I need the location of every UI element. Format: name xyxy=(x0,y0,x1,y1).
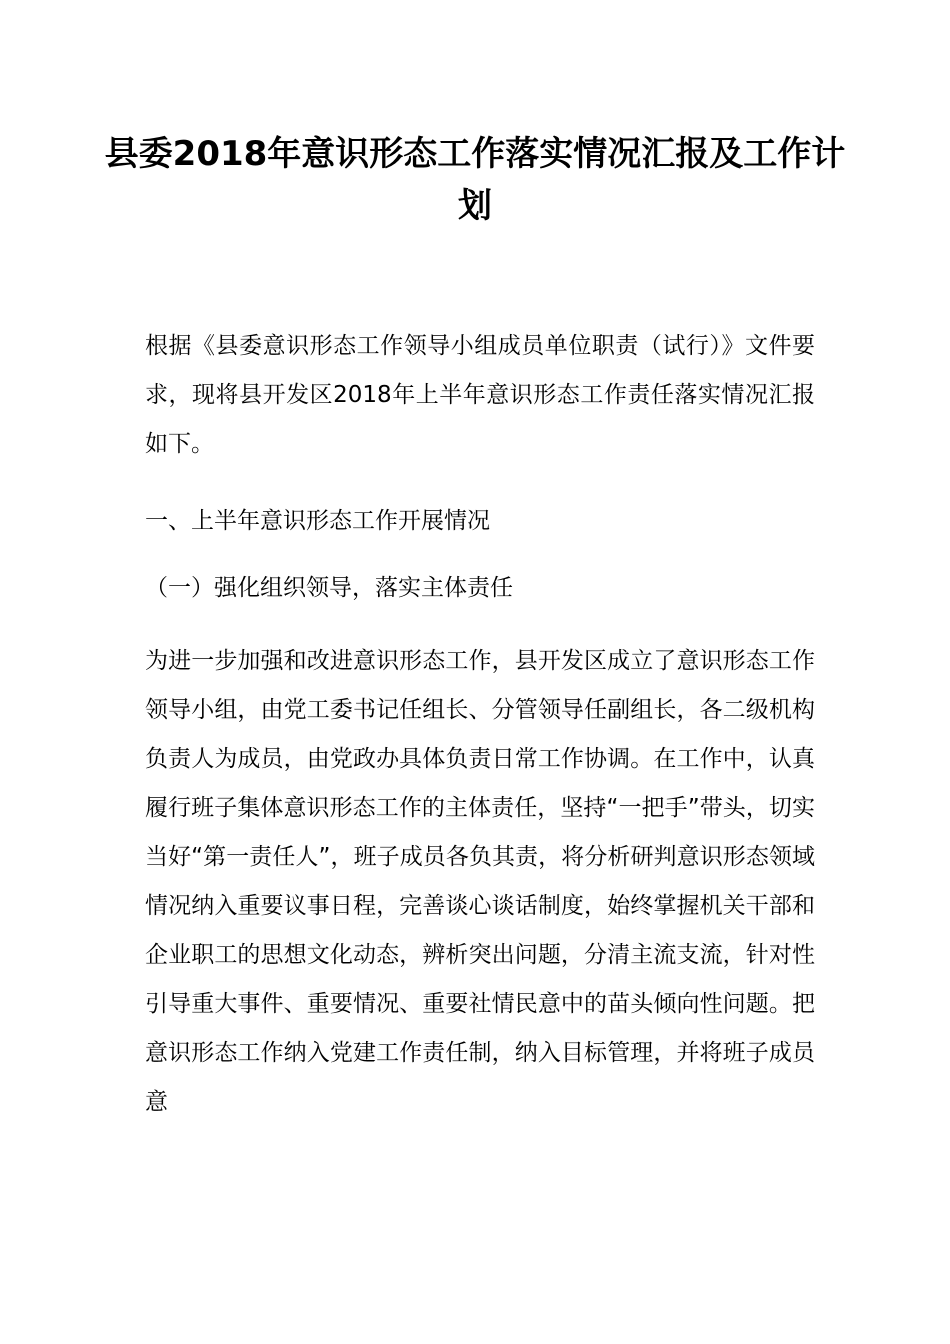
section-heading: 一、上半年意识形态工作开展情况 xyxy=(145,508,490,534)
body-paragraph: 为进一步加强和改进意识形态工作，县开发区成立了意识形态工作领导小组，由党工委书记任组长、分管领导任副组长，各二级机构负责人为成员，由党政办具体负责日常工作协调。在工作中，认真履行班子集体意识形态工作的主体责任，坚持“一把手”带头，切实当好“第一责任人”，班子成员各负其责，将分析研判意识形态领域情况纳入重要议事日程，完善谈心谈话制度，始终掌握机关干部和企业职工的思想文化动态，辨析突出问题，分清主流支流，针对性引导重大事件、重要情况、重要社情民意中的苗头倾向性问题。把意识形态工作纳入党建工作责任制，纳入目标管理，并将班子成员意 xyxy=(145,648,815,1115)
document-body xyxy=(145,322,815,1127)
subsection-heading: （一）强化组织领导，落实主体责任 xyxy=(145,575,513,601)
document-title: 县委2018年意识形态工作落实情况汇报及工作计划 xyxy=(104,134,846,226)
intro-paragraph: 根据《县委意识形态工作领导小组成员单位职责（试行）》文件要求，现将县开发区2018年上半年意识形态工作责任落实情况汇报如下。 xyxy=(145,333,815,457)
